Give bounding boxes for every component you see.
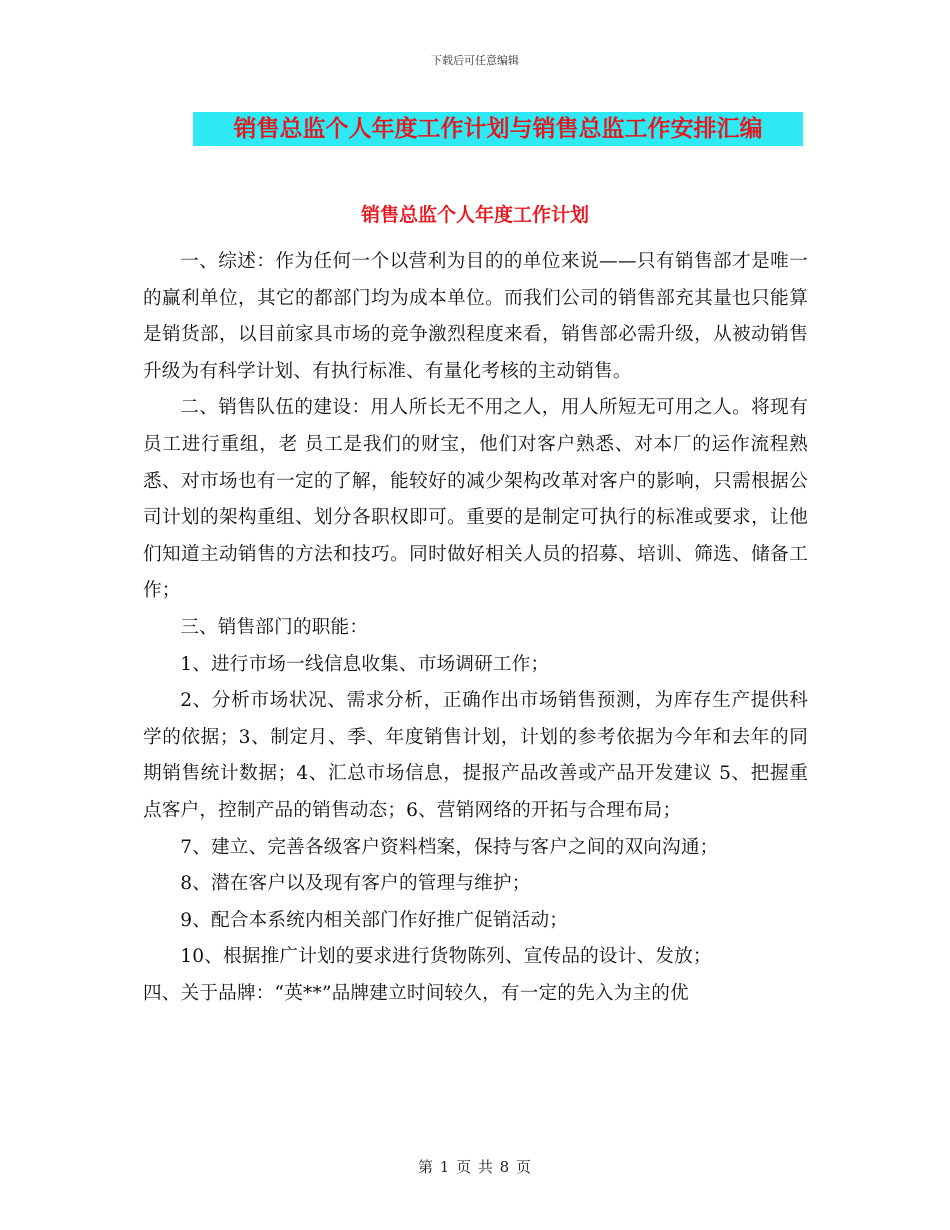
paragraph-function-1: 1、进行市场一线信息收集、市场调研工作； bbox=[180, 653, 550, 675]
section-title: 销售总监个人年度工作计划 bbox=[360, 204, 589, 226]
paragraph-brand: 四、关于品牌：“英**”品牌建立时间较久，有一定的先入为主的优 bbox=[143, 982, 689, 1004]
paragraph-function-8: 8、潜在客户以及现有客户的管理与维护； bbox=[180, 873, 531, 895]
paragraph-function-2-6: 2、分析市场状况、需求分析，正确作出市场销售预测，为库存生产提供科学的依据；3、制定月、季、年度销售计划，计划的参考依据为今年和去年的同期销售统计数据；4、汇总市场信息，提报产品改善或产品开发建议 5、把握重点客户，控制产品的销售动态；6、营销网络的开拓与合理布局； bbox=[143, 690, 808, 821]
header-note: 下载后可任意编辑 bbox=[431, 54, 519, 67]
document-body bbox=[143, 244, 808, 1012]
paragraph-function-7: 7、建立、完善各级客户资料档案，保持与客户之间的双向沟通； bbox=[180, 836, 719, 858]
document-title: 销售总监个人年度工作计划与销售总监工作安排汇编 bbox=[193, 112, 803, 146]
paragraph-function-9: 9、配合本系统内相关部门作好推广促销活动； bbox=[180, 909, 569, 931]
paragraph-function-10: 10、根据推广计划的要求进行货物陈列、宣传品的设计、发放； bbox=[180, 946, 712, 968]
paragraph-department-functions: 三、销售部门的职能： bbox=[180, 616, 369, 638]
page-number: 第 1 页 共 8 页 bbox=[418, 1158, 532, 1176]
paragraph-overview: 一、综述：作为任何一个以营利为目的的单位来说——只有销售部才是唯一的赢利单位，其它的都部门均为成本单位。而我们公司的销售部充其量也只能算是销货部，以目前家具市场的竞争激烈程度来看，销售部必需升级，从被动销售升级为有科学计划、有执行标准、有量化考核的主动销售。 bbox=[143, 251, 808, 382]
paragraph-team-building: 二、销售队伍的建设：用人所长无不用之人，用人所短无可用之人。将现有员工进行重组，老 员工是我们的财宝，他们对客户熟悉、对本厂的运作流程熟悉、对市场也有一定的了解，能较好的减少架构改革对客户的影响，只需根据公司计划的架构重组、划分各职权即可。重要的是制定可执行的标准或要求，让他们知道主动销售的方法和技巧。同时做好相关人员的招募、培训、筛选、储备工作； bbox=[143, 397, 808, 602]
